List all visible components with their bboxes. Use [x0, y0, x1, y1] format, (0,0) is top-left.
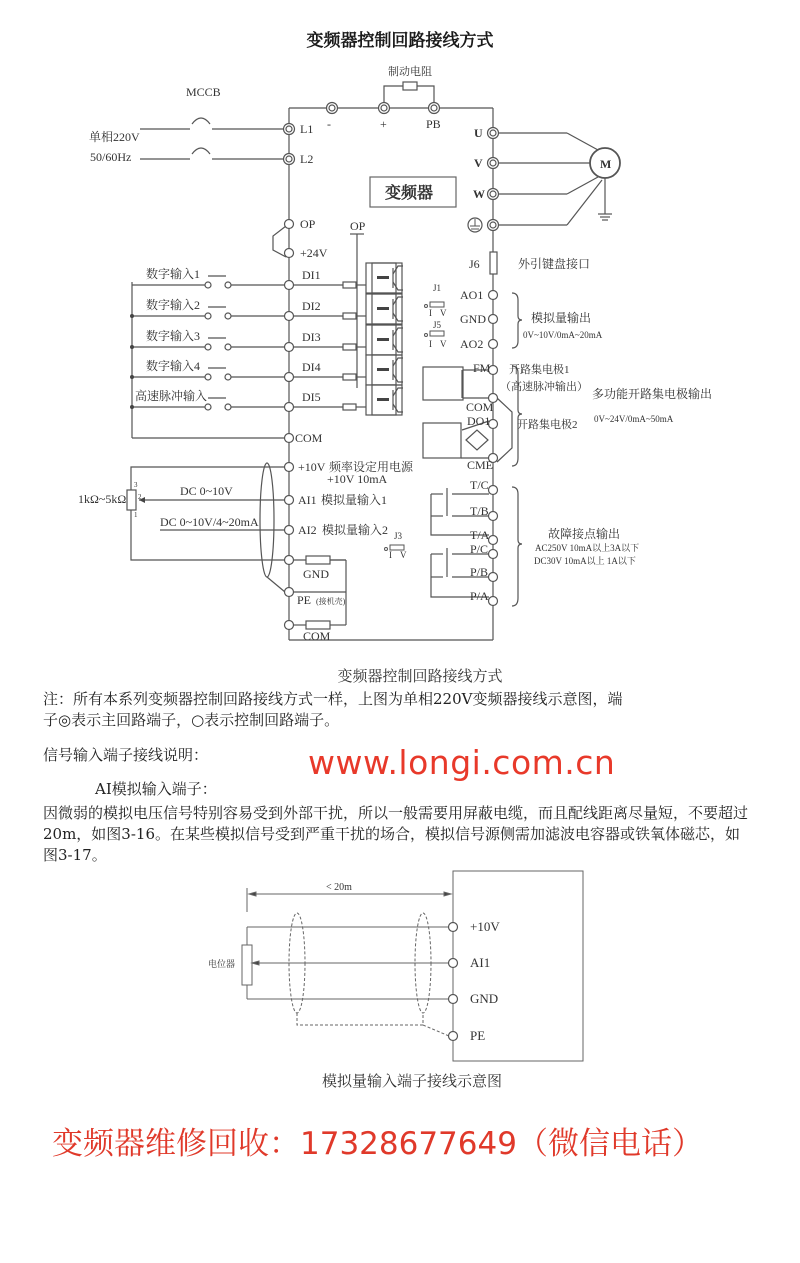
section-heading: 信号输入端子接线说明： [43, 746, 209, 764]
terminal-op: OP [300, 217, 316, 231]
ai2-signal: DC 0~10V/4~20mA [160, 515, 259, 529]
terminal-ta: T/A [470, 528, 490, 542]
pot-pin-2: 2 [138, 493, 142, 501]
breaker-label: MCCB [186, 85, 221, 99]
pulse-input-label: 高速脉冲输入 [135, 389, 208, 403]
terminal-tc: T/C [470, 478, 489, 492]
terminal-gnd-2: GND [470, 991, 499, 1006]
terminal-10v: +10V [298, 460, 326, 474]
jumper-j3-i: I [389, 550, 392, 560]
relay-spec-ac: AC250V 10mA以上3A以下 [535, 543, 640, 553]
potentiometer-label-2: 电位器 [208, 959, 236, 969]
terminal-ao1: AO1 [460, 288, 484, 302]
oc-output-title: 多功能开路集电极输出 [592, 387, 713, 401]
terminal-ai-com: COM [303, 629, 331, 643]
terminal-ai1-2: AI1 [470, 955, 491, 970]
relay-spec-dc: DC30V 10mA以上 1A以下 [534, 556, 636, 566]
jumper-j5-i: I [429, 339, 432, 349]
brake-resistor-label: 制动电阻 [388, 66, 432, 78]
digital-input-1-label: 数字输入1 [146, 267, 201, 281]
terminal-u: U [474, 126, 483, 140]
inverter-label: 变频器 [385, 183, 434, 202]
terminal-l1: L1 [300, 122, 314, 136]
terminal-pc: P/C [470, 542, 489, 556]
terminal-ai1: AI1 [298, 493, 317, 507]
digital-input-3-label: 数字输入3 [146, 329, 201, 343]
potentiometer-label: 1kΩ~5kΩ [78, 492, 127, 506]
page-title: 变频器控制回路接线方式 [306, 31, 494, 51]
terminal-di4: DI4 [302, 360, 321, 374]
terminal-minus: - [327, 117, 331, 131]
jumper-j3-v: V [400, 550, 407, 560]
digital-input-2-label: 数字输入2 [146, 298, 201, 312]
terminal-pe-2: PE [470, 1028, 486, 1043]
terminal-10v-2: +10V [470, 919, 500, 934]
terminal-do1: DO1 [467, 414, 491, 428]
relay-output-title: 故障接点输出 [548, 527, 621, 541]
analog-output-title: 模拟量输出 [531, 311, 592, 325]
jumper-j1: J1 [433, 283, 442, 293]
ai2-label: 模拟量输入2 [322, 523, 389, 537]
terminal-pb-relay: P/B [470, 565, 489, 579]
terminal-ai2: AI2 [298, 523, 317, 537]
pe-note: (接机壳) [316, 597, 346, 606]
open-collector-2-label: 开路集电极2 [517, 419, 578, 431]
keypad-port-id: J6 [469, 257, 480, 271]
note-line-2: 子◎表示主回路端子，○表示控制回路端子。 [43, 711, 340, 729]
jumper-j1-v: V [440, 308, 447, 318]
terminal-v: V [474, 156, 483, 170]
terminal-fm: FM [473, 361, 491, 375]
power-input-label: 单相220V [89, 130, 140, 144]
terminal-l2: L2 [300, 152, 314, 166]
ai1-label: 模拟量输入1 [321, 493, 388, 507]
terminal-pb: PB [426, 117, 441, 131]
jumper-j5: J5 [433, 320, 442, 330]
oc-output-range: 0V~24V/0mA~50mA [594, 414, 674, 424]
pot-pin-3: 3 [134, 481, 138, 489]
analog-output-range: 0V~10V/0mA~20mA [523, 330, 603, 340]
digital-input-4-label: 数字输入4 [146, 359, 201, 373]
open-collector-1-label: 开路集电极1 [509, 364, 570, 376]
pot-pin-1: 1 [134, 511, 138, 519]
terminal-oc-com: COM [466, 400, 494, 414]
terminal-com: COM [295, 431, 323, 445]
note-line-1: 注：所有本系列变频器控制回路接线方式一样，上图为单相220V变频器接线示意图，端 [43, 690, 623, 708]
ref-power-spec: +10V 10mA [327, 472, 388, 486]
second-diagram-caption: 模拟量输入端子接线示意图 [322, 1072, 503, 1090]
terminal-ao2: AO2 [460, 337, 484, 351]
terminal-w: W [473, 187, 485, 201]
motor-label: M [600, 157, 612, 171]
terminal-pe: PE [297, 593, 312, 607]
terminal-ai-gnd: GND [303, 567, 329, 581]
ai1-signal: DC 0~10V [180, 484, 233, 498]
terminal-plus: + [380, 117, 387, 131]
terminal-di3: DI3 [302, 330, 321, 344]
terminal-di5: DI5 [302, 390, 321, 404]
terminal-di1: DI1 [302, 268, 321, 282]
terminal-ao-gnd: GND [460, 312, 486, 326]
terminal-24v: +24V [300, 246, 328, 260]
power-frequency-label: 50/60Hz [90, 150, 132, 164]
subheading-ai: AI模拟输入端子： [95, 780, 217, 798]
keypad-port-label: 外引键盘接口 [518, 257, 591, 271]
pulse-output-label: （高速脉冲输出） [500, 381, 588, 393]
contact-line: 变频器维修回收：17328677649（微信电话） [52, 1126, 703, 1162]
jumper-j1-i: I [429, 308, 432, 318]
terminal-cme: CME [467, 458, 494, 472]
watermark-url: www.longi.com.cn [308, 743, 616, 782]
terminal-pa: P/A [470, 589, 489, 603]
terminal-di2: DI2 [302, 299, 321, 313]
op-label: OP [350, 219, 366, 233]
jumper-j3: J3 [394, 531, 403, 541]
distance-label: < 20m [326, 882, 352, 893]
diagram-caption: 变频器控制回路接线方式 [337, 667, 503, 685]
jumper-j5-v: V [440, 339, 447, 349]
terminal-tb: T/B [470, 504, 489, 518]
ref-power-label: 频率设定用电源 [329, 460, 414, 474]
ai-description-paragraph: 因微弱的模拟电压信号特别容易受到外部干扰，所以一般需要用屏蔽电缆，而且配线距离尽量短，不要超过20m，如图3-16。在某些模拟信号受到严重干扰的场合，模拟信号源侧需加滤波电容器或铁氧体磁芯，如图3-17。 [43, 804, 749, 864]
